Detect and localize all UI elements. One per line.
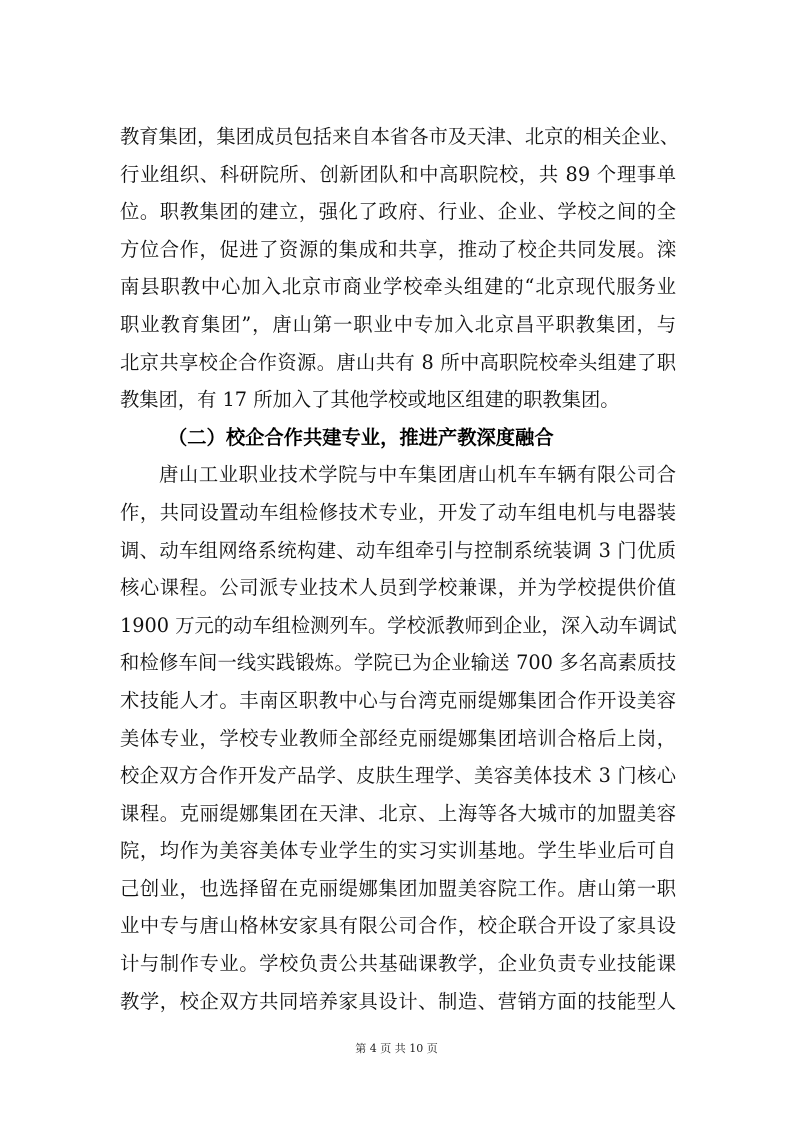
- text-line: 1900 万元的动车组检测列车。学校派教师到企业，深入动车调试: [120, 613, 677, 637]
- text-line: 院，均作为美容美体专业学生的实习实训基地。学生毕业后可自: [120, 839, 676, 863]
- text-line: 行业组织、科研院所、创新团队和中高职院校，共 89 个理事单: [120, 162, 676, 186]
- text-line: 职业教育集团”，唐山第一职业中专加入北京昌平职教集团，与: [120, 312, 676, 336]
- text-line: 南县职教中心加入北京市商业学校牵头组建的“北京现代服务业: [120, 275, 676, 299]
- text-line: 核心课程。公司派专业技术人员到学校兼课，并为学校提供价值: [120, 576, 676, 600]
- text-line: 校企双方合作开发产品学、皮肤生理学、美容美体技术 3 门核心: [120, 764, 676, 788]
- section-heading: （二）校企合作共建专业，推进产教深度融合: [168, 425, 554, 449]
- paragraph-1: [120, 118, 680, 419]
- text-line: 课程。克丽缇娜集团在天津、北京、上海等各大城市的加盟美容: [120, 801, 676, 825]
- text-line: 北京共享校企合作资源。唐山共有 8 所中高职院校牵头组建了职: [120, 350, 676, 374]
- text-line: 调、动车组网络系统构建、动车组牵引与控制系统装调 3 门优质: [120, 538, 676, 562]
- text-line: 教育集团，集团成员包括来自本省各市及天津、北京的相关企业、: [120, 125, 680, 148]
- text-line: 位。职教集团的建立，强化了政府、行业、企业、学校之间的全: [120, 200, 676, 224]
- text-line: 计与制作专业。学校负责公共基础课教学，企业负责专业技能课: [120, 952, 676, 976]
- text-line: 唐山工业职业技术学院与中车集团唐山机车车辆有限公司合: [159, 463, 676, 487]
- text-line: 术技能人才。丰南区职教中心与台湾克丽缇娜集团合作开设美容: [120, 688, 676, 712]
- paragraph-2: [120, 456, 676, 1020]
- page-number-footer: 第 4 页 共 10 页: [355, 1042, 438, 1055]
- text-line: 业中专与唐山格林安家具有限公司合作，校企联合开设了家具设: [120, 914, 676, 938]
- text-line: 和检修车间一线实践锻炼。学院已为企业输送 700 多名高素质技: [120, 651, 676, 675]
- text-line: 美体专业，学校专业教师全部经克丽缇娜集团培训合格后上岗，: [120, 726, 676, 750]
- text-line: 教集团，有 17 所加入了其他学校或地区组建的职教集团。: [120, 388, 620, 412]
- text-line: 作，共同设置动车组检修技术专业，开发了动车组电机与电器装: [120, 500, 676, 524]
- text-line: 方位合作，促进了资源的集成和共享，推动了校企共同发展。滦: [120, 237, 676, 261]
- document-body: [120, 118, 680, 1020]
- text-line: 教学，校企双方共同培养家具设计、制造、营销方面的技能型人: [120, 989, 676, 1013]
- text-line: 己创业，也选择留在克丽缇娜集团加盟美容院工作。唐山第一职: [120, 876, 676, 900]
